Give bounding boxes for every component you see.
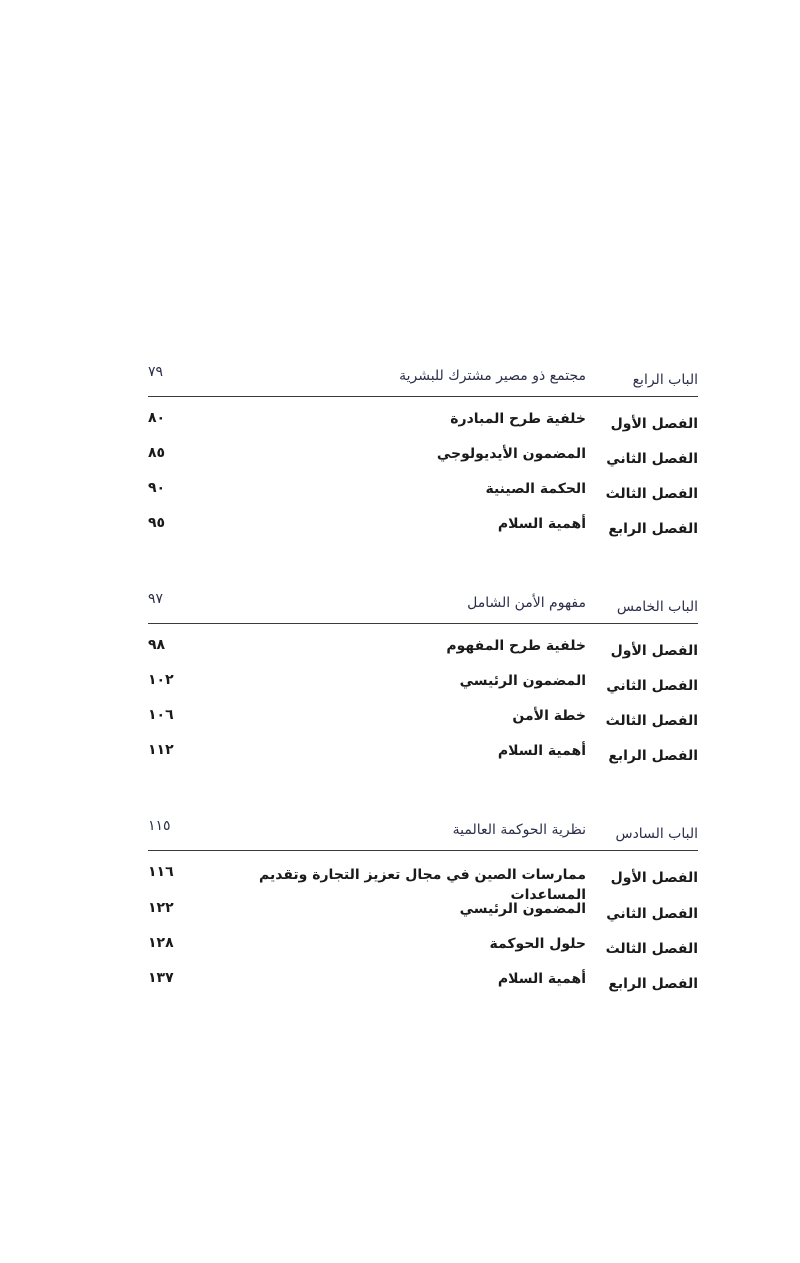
chapter-title: أهمية السلام — [497, 743, 586, 759]
chapter-title: خطة الأمن — [512, 708, 586, 724]
chapter-page-number: ٨٠ — [148, 410, 166, 426]
chapter-label: الفصل الثاني — [606, 906, 698, 922]
chapter-title: المضمون الأيديولوجي — [436, 446, 586, 462]
chapter-page-number: ١١٢ — [148, 742, 174, 758]
chapter-entry — [148, 669, 698, 704]
chapter-entry — [148, 861, 698, 903]
chapter-page-number: ٩٠ — [148, 480, 166, 496]
part-header — [148, 360, 698, 397]
chapter-label: الفصل الرابع — [608, 976, 698, 992]
part-page-number: ٩٧ — [148, 591, 164, 607]
chapter-label: الفصل الثاني — [606, 678, 698, 694]
part-section — [148, 360, 698, 547]
chapter-label: الفصل الثاني — [606, 451, 698, 467]
part-page-number: ٧٩ — [148, 364, 164, 380]
chapter-entry — [148, 932, 698, 967]
chapter-entry — [148, 897, 698, 932]
chapter-page-number: ٨٥ — [148, 445, 166, 461]
chapter-title: خلفية طرح المبادرة — [450, 411, 586, 427]
part-title: مفهوم الأمن الشامل — [467, 595, 586, 611]
chapter-label: الفصل الثالث — [605, 941, 698, 957]
chapter-label: الفصل الرابع — [608, 748, 698, 764]
chapter-entry — [148, 967, 698, 1002]
part-page-number: ١١٥ — [148, 818, 171, 834]
chapter-entry — [148, 739, 698, 774]
part-title: نظرية الحوكمة العالمية — [452, 822, 586, 838]
part-label: الباب الخامس — [616, 599, 698, 615]
chapter-label: الفصل الأول — [610, 870, 698, 886]
chapter-title: الحكمة الصينية — [485, 481, 586, 497]
chapter-label: الفصل الثالث — [605, 713, 698, 729]
chapter-page-number: ١٠٦ — [148, 707, 174, 723]
part-title: مجتمع ذو مصير مشترك للبشرية — [399, 368, 586, 384]
chapter-entry — [148, 442, 698, 477]
chapter-title: أهمية السلام — [497, 516, 586, 532]
chapter-title: حلول الحوكمة — [489, 936, 586, 952]
part-header — [148, 587, 698, 624]
chapter-page-number: ٩٥ — [148, 515, 166, 531]
chapter-entry — [148, 407, 698, 442]
part-section — [148, 814, 698, 1002]
chapter-page-number: ١٢٨ — [148, 935, 174, 951]
part-label: الباب السادس — [615, 826, 698, 842]
chapter-entry — [148, 512, 698, 547]
part-section — [148, 587, 698, 774]
part-label: الباب الرابع — [632, 372, 698, 388]
chapter-label: الفصل الرابع — [608, 521, 698, 537]
chapter-title: أهمية السلام — [497, 971, 586, 987]
chapter-title: ممارسات الصين في مجال تعزيز التجارة وتقديم المساعدات — [259, 867, 586, 903]
chapter-page-number: ١٣٧ — [148, 970, 174, 986]
chapter-list — [148, 861, 698, 1002]
chapter-list — [148, 407, 698, 547]
chapter-list — [148, 634, 698, 774]
chapter-title: خلفية طرح المفهوم — [446, 638, 586, 654]
chapter-label: الفصل الأول — [610, 643, 698, 659]
chapter-entry — [148, 477, 698, 512]
chapter-label: الفصل الثالث — [605, 486, 698, 502]
chapter-page-number: ١٢٢ — [148, 900, 174, 916]
chapter-page-number: ١٠٢ — [148, 672, 174, 688]
chapter-label: الفصل الأول — [610, 416, 698, 432]
chapter-page-number: ٩٨ — [148, 637, 166, 653]
chapter-page-number: ١١٦ — [148, 864, 174, 880]
table-of-contents — [148, 360, 698, 1042]
chapter-entry — [148, 704, 698, 739]
part-header — [148, 814, 698, 851]
chapter-title: المضمون الرئيسي — [459, 901, 586, 917]
chapter-entry — [148, 634, 698, 669]
chapter-title: المضمون الرئيسي — [459, 673, 586, 689]
